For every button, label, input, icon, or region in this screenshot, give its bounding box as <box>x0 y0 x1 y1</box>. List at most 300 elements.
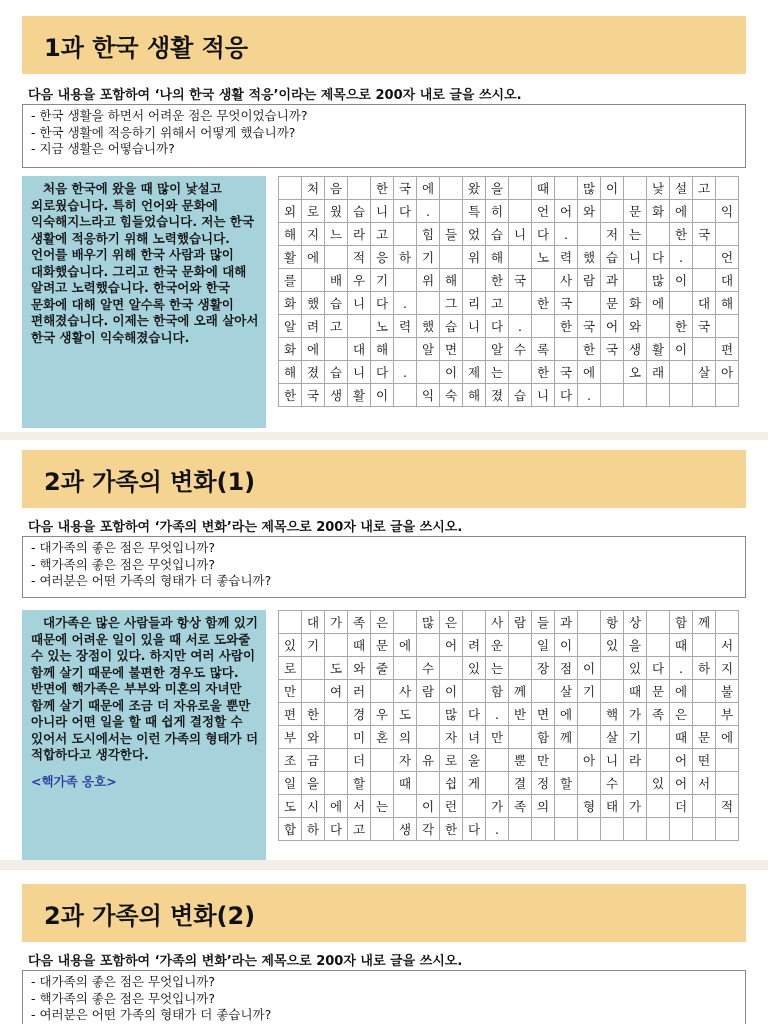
grid-row <box>279 680 739 703</box>
grid-cell: 니 <box>509 223 532 246</box>
grid-cell <box>371 680 394 703</box>
grid-cell <box>693 200 716 223</box>
grid-cell <box>279 177 302 200</box>
grid-cell: 뿐 <box>509 749 532 772</box>
grid-cell <box>486 749 509 772</box>
grid-cell: 한 <box>670 315 693 338</box>
grid-cell: 에 <box>578 361 601 384</box>
grid-cell: 가 <box>325 611 348 634</box>
grid-cell: 에 <box>302 246 325 269</box>
grid-row <box>279 338 739 361</box>
grid-cell <box>348 315 371 338</box>
grid-cell: 할 <box>348 772 371 795</box>
grid-cell: 함 <box>486 680 509 703</box>
grid-row <box>279 795 739 818</box>
grid-cell: 라 <box>624 749 647 772</box>
grid-cell <box>509 177 532 200</box>
grid-cell: 하 <box>394 246 417 269</box>
grid-cell: 응 <box>371 246 394 269</box>
grid-cell: 은 <box>440 611 463 634</box>
question-item: - 핵가족의 좋은 점은 무엇입니까? <box>31 556 216 572</box>
section-lesson-1 <box>0 0 768 432</box>
grid-cell <box>394 269 417 292</box>
grid-cell: 대 <box>716 269 739 292</box>
grid-cell: 위 <box>417 269 440 292</box>
grid-cell: 록 <box>532 338 555 361</box>
grid-cell <box>647 795 670 818</box>
grid-cell: 점 <box>555 657 578 680</box>
grid-cell <box>670 292 693 315</box>
grid-cell: 한 <box>440 818 463 841</box>
grid-cell <box>325 338 348 361</box>
grid-cell: 는 <box>486 361 509 384</box>
grid-row <box>279 246 739 269</box>
grid-row <box>279 361 739 384</box>
grid-cell: 불 <box>716 680 739 703</box>
grid-cell: 이 <box>417 795 440 818</box>
grid-cell <box>371 749 394 772</box>
grid-cell: 족 <box>647 703 670 726</box>
grid-cell <box>670 384 693 407</box>
grid-cell <box>693 818 716 841</box>
grid-cell <box>532 818 555 841</box>
grid-cell: 에 <box>555 703 578 726</box>
grid-cell <box>279 611 302 634</box>
grid-cell: 화 <box>647 200 670 223</box>
grid-cell: 의 <box>394 726 417 749</box>
grid-cell: 니 <box>371 200 394 223</box>
grid-cell: 니 <box>348 292 371 315</box>
grid-cell <box>348 177 371 200</box>
lesson-title: 2과 가족의 변화(2) <box>44 902 256 930</box>
grid-cell: 졌 <box>486 384 509 407</box>
grid-cell: 께 <box>509 680 532 703</box>
grid-cell: 해 <box>440 269 463 292</box>
section-lesson-2-part-2 <box>0 870 768 1024</box>
grid-cell <box>716 177 739 200</box>
grid-cell <box>325 634 348 657</box>
grid-cell: 께 <box>693 611 716 634</box>
grid-cell: 이 <box>578 657 601 680</box>
grid-cell: 고 <box>486 292 509 315</box>
grid-row <box>279 703 739 726</box>
grid-cell: 경 <box>348 703 371 726</box>
grid-cell: 때 <box>670 726 693 749</box>
grid-cell: 장 <box>532 657 555 680</box>
grid-cell: . <box>417 200 440 223</box>
grid-cell: 운 <box>486 634 509 657</box>
grid-cell: 저 <box>601 223 624 246</box>
grid-cell: 많 <box>440 703 463 726</box>
grid-cell: 리 <box>463 292 486 315</box>
grid-cell: 많 <box>417 611 440 634</box>
grid-cell: 활 <box>647 338 670 361</box>
grid-cell: 일 <box>532 634 555 657</box>
grid-cell <box>555 338 578 361</box>
grid-cell <box>647 818 670 841</box>
grid-cell: 언 <box>532 200 555 223</box>
grid-cell: 러 <box>348 680 371 703</box>
grid-cell <box>325 703 348 726</box>
grid-cell: 했 <box>578 246 601 269</box>
grid-cell <box>716 384 739 407</box>
grid-row <box>279 292 739 315</box>
grid-cell: 활 <box>279 246 302 269</box>
grid-cell: 도 <box>394 703 417 726</box>
grid-cell: 습 <box>486 223 509 246</box>
grid-cell: 있 <box>601 634 624 657</box>
grid-cell: 력 <box>555 246 578 269</box>
grid-cell: 부 <box>716 703 739 726</box>
grid-cell: 대 <box>348 338 371 361</box>
grid-cell: 하 <box>693 657 716 680</box>
grid-cell <box>555 177 578 200</box>
grid-cell: 익 <box>417 384 440 407</box>
grid-cell: 한 <box>670 223 693 246</box>
grid-cell: 금 <box>302 749 325 772</box>
grid-cell: 니 <box>532 384 555 407</box>
grid-cell: 이 <box>371 384 394 407</box>
question-item: - 한국 생활에 적응하기 위해서 어떻게 했습니까? <box>31 124 296 140</box>
grid-cell: 국 <box>302 384 325 407</box>
grid-cell: 화 <box>279 338 302 361</box>
lesson-title: 1과 한국 생활 적응 <box>44 34 249 62</box>
grid-cell <box>509 634 532 657</box>
grid-cell: . <box>670 657 693 680</box>
grid-cell: 니 <box>348 361 371 384</box>
grid-cell: 한 <box>371 177 394 200</box>
grid-cell: 를 <box>279 269 302 292</box>
grid-cell: 람 <box>417 680 440 703</box>
grid-cell: 시 <box>302 795 325 818</box>
grid-cell <box>578 726 601 749</box>
grid-cell <box>509 200 532 223</box>
grid-cell: 과 <box>601 269 624 292</box>
grid-cell: 합 <box>279 818 302 841</box>
model-essay-box <box>22 610 266 860</box>
grid-cell: 반 <box>509 703 532 726</box>
grid-cell: 처 <box>302 177 325 200</box>
grid-cell <box>624 269 647 292</box>
grid-cell: 생 <box>394 818 417 841</box>
grid-row <box>279 726 739 749</box>
grid-cell: 외 <box>279 200 302 223</box>
grid-cell <box>394 338 417 361</box>
grid-cell: 도 <box>279 795 302 818</box>
grid-cell: 때 <box>532 177 555 200</box>
grid-cell: 국 <box>693 223 716 246</box>
grid-cell: 람 <box>509 611 532 634</box>
grid-cell <box>578 772 601 795</box>
grid-cell: 에 <box>647 292 670 315</box>
grid-cell: 기 <box>371 269 394 292</box>
grid-cell: 을 <box>624 634 647 657</box>
grid-cell: 문 <box>601 292 624 315</box>
grid-cell <box>647 726 670 749</box>
grid-cell: 고 <box>348 818 371 841</box>
grid-cell <box>509 657 532 680</box>
grid-cell: 사 <box>486 611 509 634</box>
grid-cell: 해 <box>279 361 302 384</box>
grid-cell: . <box>394 292 417 315</box>
grid-cell <box>417 703 440 726</box>
instruction-text: 다음 내용을 포함하여 ‘가족의 변화’라는 제목으로 200자 내로 글을 쓰시오. <box>28 954 463 969</box>
grid-cell: 줄 <box>371 657 394 680</box>
lesson-banner <box>22 450 746 508</box>
grid-cell: 해 <box>371 338 394 361</box>
grid-cell: . <box>486 703 509 726</box>
grid-cell: 낯 <box>647 177 670 200</box>
grid-cell <box>440 246 463 269</box>
grid-cell: 다 <box>647 657 670 680</box>
grid-cell <box>647 223 670 246</box>
grid-cell <box>509 818 532 841</box>
grid-cell: 정 <box>532 772 555 795</box>
grid-cell: 만 <box>279 680 302 703</box>
grid-cell: 습 <box>325 361 348 384</box>
grid-row <box>279 223 739 246</box>
grid-cell: 서 <box>693 772 716 795</box>
grid-cell: 도 <box>325 657 348 680</box>
grid-cell: 아 <box>716 361 739 384</box>
grid-cell: 어 <box>670 772 693 795</box>
grid-row <box>279 818 739 841</box>
grid-cell <box>302 657 325 680</box>
grid-cell <box>693 680 716 703</box>
question-item: - 여러분은 어떤 가족의 형태가 더 좋습니까? <box>31 573 272 588</box>
grid-cell: 에 <box>670 200 693 223</box>
grid-cell: 쉽 <box>440 772 463 795</box>
grid-cell <box>693 634 716 657</box>
grid-cell: 노 <box>371 315 394 338</box>
grid-cell <box>716 223 739 246</box>
grid-cell: 와 <box>624 315 647 338</box>
grid-cell: 다 <box>486 315 509 338</box>
question-item: - 여러분은 어떤 가족의 형태가 더 좋습니까? <box>31 1007 272 1022</box>
grid-cell: 수 <box>601 772 624 795</box>
grid-cell: 설 <box>670 177 693 200</box>
grid-cell <box>670 361 693 384</box>
question-item: - 대가족의 좋은 점은 무엇입니까? <box>31 974 216 989</box>
grid-cell: 께 <box>555 726 578 749</box>
grid-row <box>279 200 739 223</box>
grid-cell: 고 <box>693 177 716 200</box>
grid-cell: 자 <box>440 726 463 749</box>
grid-cell: 녀 <box>463 726 486 749</box>
grid-cell: 에 <box>302 338 325 361</box>
grid-cell: 력 <box>394 315 417 338</box>
grid-cell <box>325 749 348 772</box>
grid-cell <box>463 611 486 634</box>
grid-cell: 웠 <box>325 200 348 223</box>
grid-cell: 고 <box>325 315 348 338</box>
grid-cell <box>440 177 463 200</box>
grid-cell: 는 <box>624 223 647 246</box>
grid-cell: 문 <box>371 634 394 657</box>
question-item: - 대가족의 좋은 점은 무엇입니까? <box>31 540 216 555</box>
grid-cell <box>578 703 601 726</box>
grid-cell <box>601 384 624 407</box>
grid-cell <box>394 657 417 680</box>
grid-cell: 지 <box>302 223 325 246</box>
grid-cell: 사 <box>555 269 578 292</box>
grid-cell <box>532 269 555 292</box>
grid-cell: 화 <box>624 292 647 315</box>
grid-cell <box>578 292 601 315</box>
grid-row <box>279 611 739 634</box>
grid-cell <box>417 361 440 384</box>
grid-cell: 적 <box>348 246 371 269</box>
grid-cell: 한 <box>279 384 302 407</box>
grid-cell: 형 <box>578 795 601 818</box>
grid-cell: 언 <box>716 246 739 269</box>
grid-cell: 때 <box>394 772 417 795</box>
grid-cell: 은 <box>371 611 394 634</box>
grid-cell: 어 <box>555 200 578 223</box>
grid-cell <box>509 361 532 384</box>
grid-cell: 문 <box>624 200 647 223</box>
grid-cell: 떤 <box>693 749 716 772</box>
grid-cell: 들 <box>440 223 463 246</box>
grid-cell: 왔 <box>463 177 486 200</box>
grid-cell: 있 <box>279 634 302 657</box>
question-box <box>22 970 746 1024</box>
grid-row <box>279 177 739 200</box>
grid-cell: 일 <box>279 772 302 795</box>
grid-cell: . <box>578 384 601 407</box>
grid-cell: 에 <box>325 795 348 818</box>
grid-cell <box>509 246 532 269</box>
grid-row <box>279 657 739 680</box>
grid-cell: 편 <box>716 338 739 361</box>
section-lesson-2-part-1 <box>0 440 768 860</box>
grid-cell: 는 <box>486 657 509 680</box>
grid-cell: 혼 <box>371 726 394 749</box>
grid-cell: 생 <box>624 338 647 361</box>
grid-cell <box>693 384 716 407</box>
grid-cell <box>716 611 739 634</box>
grid-cell: 울 <box>463 749 486 772</box>
grid-cell: 다 <box>325 818 348 841</box>
grid-cell: 에 <box>670 680 693 703</box>
grid-cell: 더 <box>670 795 693 818</box>
grid-cell <box>440 200 463 223</box>
grid-cell: 국 <box>394 177 417 200</box>
grid-cell <box>647 634 670 657</box>
grid-cell: 기 <box>417 246 440 269</box>
grid-cell: 더 <box>348 749 371 772</box>
grid-cell: 숙 <box>440 384 463 407</box>
question-item: - 핵가족의 좋은 점은 무엇입니까? <box>31 990 216 1006</box>
lesson-banner <box>22 16 746 74</box>
grid-cell: 자 <box>394 749 417 772</box>
grid-cell: 국 <box>601 338 624 361</box>
grid-cell: 우 <box>348 269 371 292</box>
grid-cell: 위 <box>463 246 486 269</box>
grid-cell <box>532 680 555 703</box>
grid-cell <box>578 818 601 841</box>
grid-cell <box>394 795 417 818</box>
grid-cell: 활 <box>348 384 371 407</box>
lesson-banner <box>22 884 746 942</box>
grid-cell <box>417 292 440 315</box>
grid-cell <box>647 384 670 407</box>
grid-cell: 알 <box>279 315 302 338</box>
grid-cell: 다 <box>647 246 670 269</box>
grid-cell: 에 <box>716 726 739 749</box>
grid-cell: 다 <box>371 361 394 384</box>
grid-cell: 한 <box>532 292 555 315</box>
grid-row <box>279 772 739 795</box>
question-item: - 한국 생활을 하면서 어려운 점은 무엇이었습니까? <box>31 108 308 123</box>
grid-cell: 고 <box>371 223 394 246</box>
grid-cell <box>693 703 716 726</box>
grid-cell: 생 <box>325 384 348 407</box>
grid-cell: 오 <box>624 361 647 384</box>
grid-cell: 느 <box>325 223 348 246</box>
grid-cell <box>394 223 417 246</box>
grid-cell: 문 <box>693 726 716 749</box>
grid-cell: 할 <box>555 772 578 795</box>
grid-cell: 니 <box>624 246 647 269</box>
grid-cell: 과 <box>555 611 578 634</box>
grid-cell: 을 <box>302 772 325 795</box>
grid-cell: 한 <box>578 338 601 361</box>
grid-cell <box>578 223 601 246</box>
grid-cell: 다 <box>555 384 578 407</box>
grid-cell: 미 <box>348 726 371 749</box>
grid-cell <box>693 269 716 292</box>
grid-cell: 가 <box>486 795 509 818</box>
grid-row <box>279 749 739 772</box>
grid-cell: 배 <box>325 269 348 292</box>
grid-row <box>279 384 739 407</box>
grid-cell: . <box>670 246 693 269</box>
grid-cell <box>417 634 440 657</box>
grid-cell: 습 <box>440 315 463 338</box>
grid-cell: . <box>486 818 509 841</box>
manuscript-grid <box>278 176 739 407</box>
grid-cell: 이 <box>440 361 463 384</box>
grid-cell <box>716 749 739 772</box>
grid-cell <box>486 772 509 795</box>
grid-cell: 히 <box>486 200 509 223</box>
grid-cell <box>325 772 348 795</box>
grid-cell: 한 <box>486 269 509 292</box>
model-essay-text: 처음 한국에 왔을 때 많이 낯설고 외로웠습니다. 특히 언어와 문화에 익숙해지느라고 힘들었습니다. 저는 한국 생활에 적응하기 위해 노력했습니다. 언어를 배우기 위해 한국 사람과 많이 대화했습니다. 그리고 한국 문화에 대해 알려고 노력했습니다. 한국어와 한국 문화에 대해 알면 알수록 한국 생활이 편해졌습니다. 이제는 한국에 오래 살아서 한국 생활이 익숙해졌습니다. <box>31 181 259 345</box>
grid-cell: 은 <box>670 703 693 726</box>
grid-cell: 습 <box>509 384 532 407</box>
grid-cell: 이 <box>440 680 463 703</box>
grid-cell: 한 <box>302 703 325 726</box>
grid-cell <box>716 818 739 841</box>
grid-cell: 조 <box>279 749 302 772</box>
grid-cell: 특 <box>463 200 486 223</box>
grid-cell: 익 <box>716 200 739 223</box>
grid-cell: 핵 <box>601 703 624 726</box>
grid-cell: 알 <box>486 338 509 361</box>
grid-cell <box>601 657 624 680</box>
grid-cell <box>716 315 739 338</box>
grid-cell: 살 <box>601 726 624 749</box>
grid-cell: 국 <box>555 292 578 315</box>
grid-cell <box>624 772 647 795</box>
grid-cell: 해 <box>463 384 486 407</box>
grid-cell <box>394 611 417 634</box>
grid-cell: 어 <box>601 315 624 338</box>
grid-cell: 있 <box>624 657 647 680</box>
grid-cell: 해 <box>279 223 302 246</box>
